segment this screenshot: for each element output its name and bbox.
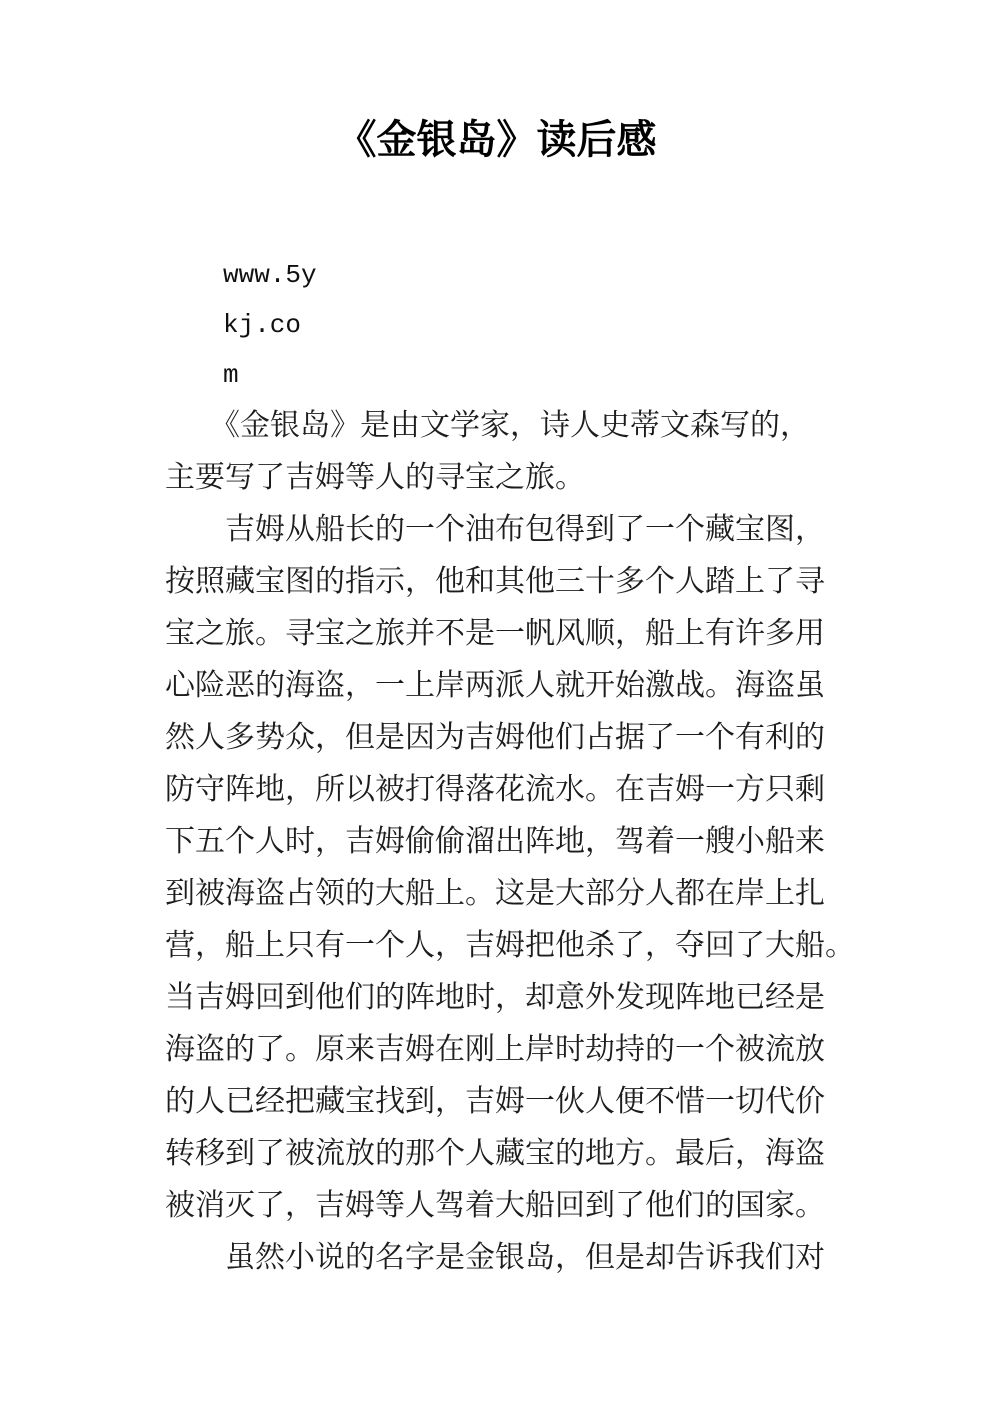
- text-line: 的人已经把藏宝找到，吉姆一伙人便不惜一切代价: [165, 1085, 825, 1118]
- url-text-line: kj.co: [223, 310, 302, 340]
- text-line: 然人多势众，但是因为吉姆他们占据了一个有利的: [165, 721, 825, 754]
- text-line: 《金银岛》是由文学家，诗人史蒂文森写的，: [165, 409, 810, 442]
- text-line: 到被海盗占领的大船上。这是大部分人都在岸上扎: [165, 877, 825, 910]
- url-text-line: www.5y: [223, 260, 317, 290]
- text-line: 虽然小说的名字是金银岛，但是却告诉我们对: [165, 1241, 825, 1274]
- text-line: 按照藏宝图的指示，他和其他三十多个人踏上了寻: [165, 565, 825, 598]
- url-text-line: m: [223, 360, 239, 390]
- document-body: [165, 400, 855, 1284]
- text-line: 营，船上只有一个人，吉姆把他杀了，夺回了大船。: [165, 929, 855, 962]
- text-line: 心险恶的海盗，一上岸两派人就开始激战。海盗虽: [165, 669, 825, 702]
- text-line: 海盗的了。原来吉姆在刚上岸时劫持的一个被流放: [165, 1033, 825, 1066]
- text-line: 转移到了被流放的那个人藏宝的地方。最后，海盗: [165, 1137, 825, 1170]
- paragraph: [165, 400, 828, 504]
- url-block: [165, 250, 825, 400]
- page-title: 《金银岛》读后感: [336, 118, 657, 162]
- text-line: 防守阵地，所以被打得落花流水。在吉姆一方只剩: [165, 773, 825, 806]
- text-line: 宝之旅。寻宝之旅并不是一帆风顺，船上有许多用: [165, 617, 825, 650]
- paragraph: [165, 504, 855, 1232]
- text-line: 被消灭了，吉姆等人驾着大船回到了他们的国家。: [165, 1189, 825, 1222]
- text-line: 当吉姆回到他们的阵地时，却意外发现阵地已经是: [165, 981, 825, 1014]
- text-line: 主要写了吉姆等人的寻宝之旅。: [165, 461, 585, 494]
- paragraph: [165, 1232, 828, 1284]
- text-line: 下五个人时，吉姆偷偷溜出阵地，驾着一艘小船来: [165, 825, 825, 858]
- text-line: 吉姆从船长的一个油布包得到了一个藏宝图，: [165, 513, 825, 546]
